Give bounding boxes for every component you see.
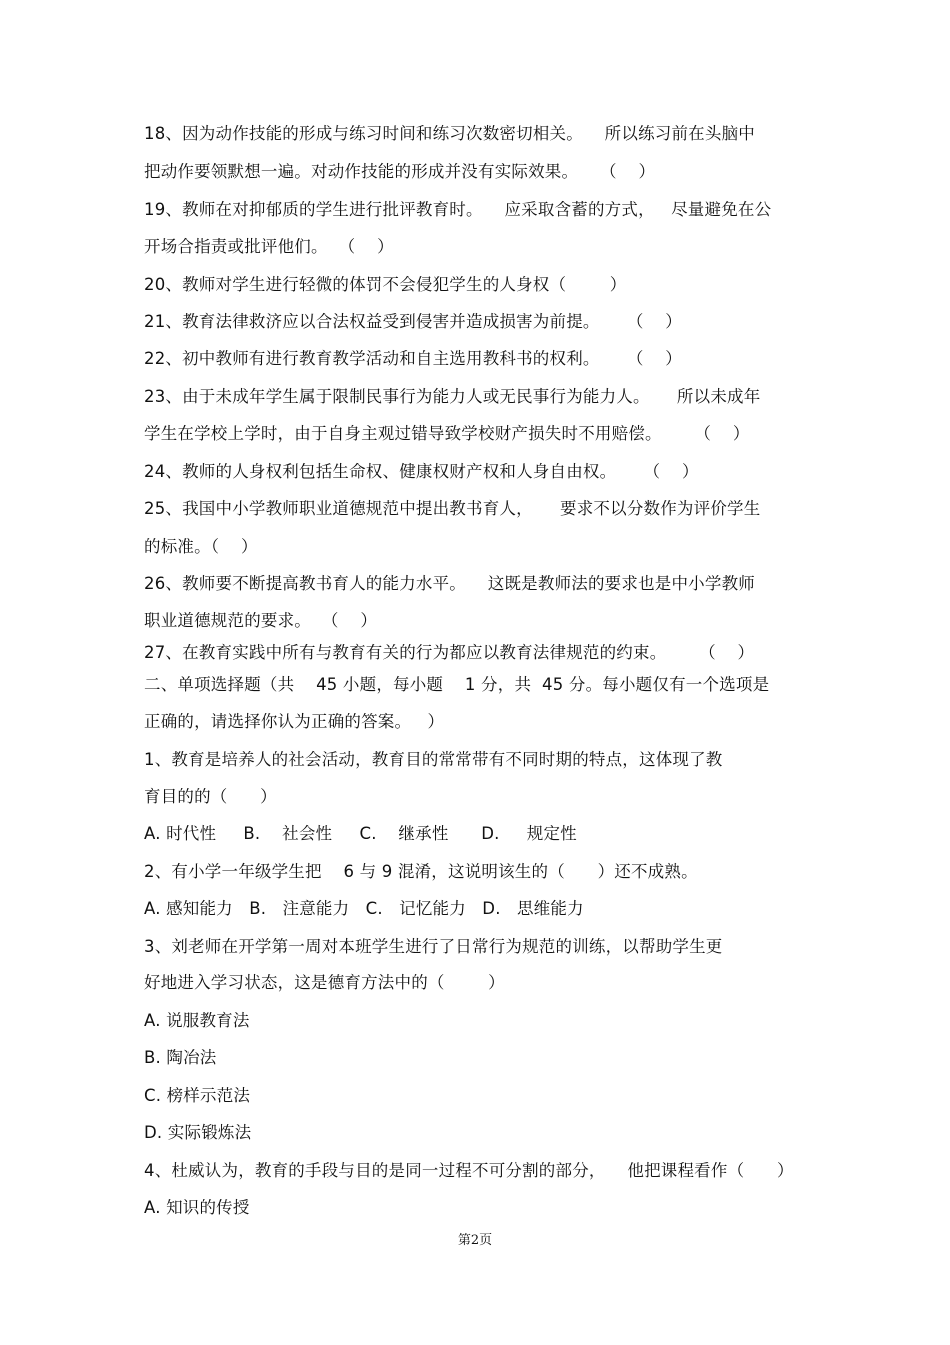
section-heading: 二、单项选择题（共 45 小题，每小题 1 分，共 45 分。每小题仅有一个选项是 [144, 675, 770, 694]
question-line: 23、由于未成年学生属于限制民事行为能力人或无民事行为能力人。 所以未成年 [144, 387, 761, 406]
question-line: 职业道德规范的要求。 （ ） [144, 611, 378, 630]
question-line: 的标准。（ ） [144, 537, 258, 556]
option-line: A. 时代性 B. 社会性 C. 继承性 D. 规定性 [144, 824, 577, 843]
question-line: 24、教师的人身权利包括生命权、健康权财产权和人身自由权。 （ ） [144, 462, 699, 481]
option-line: B. 陶冶法 [144, 1048, 217, 1067]
option-line: D. 实际锻炼法 [144, 1123, 252, 1142]
question-line: 好地进入学习状态，这是德育方法中的（ ） [144, 973, 505, 992]
question-line: 21、教育法律救济应以合法权益受到侵害并造成损害为前提。 （ ） [144, 312, 682, 331]
question-line: 1、教育是培养人的社会活动，教育目的常常带有不同时期的特点，这体现了教 [144, 750, 723, 769]
question-line: 3、刘老师在开学第一周对本班学生进行了日常行为规范的训练，以帮助学生更 [144, 937, 723, 956]
section-heading: 正确的，请选择你认为正确的答案。 ） [144, 712, 445, 731]
option-line: A. 知识的传授 [144, 1198, 250, 1217]
question-line: 育目的的（ ） [144, 787, 277, 806]
question-line: 22、初中教师有进行教育教学活动和自主选用教科书的权利。 （ ） [144, 349, 682, 368]
question-line: 26、教师要不断提高教书育人的能力水平。 这既是教师法的要求也是中小学教师 [144, 574, 755, 593]
question-line: 25、我国中小学教师职业道德规范中提出教书育人， 要求不以分数作为评价学生 [144, 499, 761, 518]
question-line: 2、有小学一年级学生把 6 与 9 混淆，这说明该生的（ ）还不成熟。 [144, 862, 698, 881]
question-line: 学生在学校上学时，由于自身主观过错导致学校财产损失时不用赔偿。 （ ） [144, 424, 750, 443]
question-line: 4、杜威认为，教育的手段与目的是同一过程不可分割的部分， 他把课程看作（ ） [144, 1161, 794, 1180]
page-number: 第2页 [457, 1233, 493, 1248]
question-line: 20、教师对学生进行轻微的体罚不会侵犯学生的人身权（ ） [144, 275, 627, 294]
question-line: 18、因为动作技能的形成与练习时间和练习次数密切相关。 所以练习前在头脑中 [144, 124, 755, 143]
question-line: 27、在教育实践中所有与教育有关的行为都应以教育法律规范的约束。 （ ） [144, 643, 755, 662]
question-line: 开场合指责或批评他们。 （ ） [144, 237, 394, 256]
question-line: 19、教师在对抑郁质的学生进行批评教育时。 应采取含蓄的方式， 尽量避免在公 [144, 200, 772, 219]
question-line: 把动作要领默想一遍。对动作技能的形成并没有实际效果。 （ ） [144, 162, 656, 181]
option-line: A. 感知能力 B. 注意能力 C. 记忆能力 D. 思维能力 [144, 899, 584, 918]
option-line: A. 说服教育法 [144, 1011, 250, 1030]
option-line: C. 榜样示范法 [144, 1086, 251, 1105]
